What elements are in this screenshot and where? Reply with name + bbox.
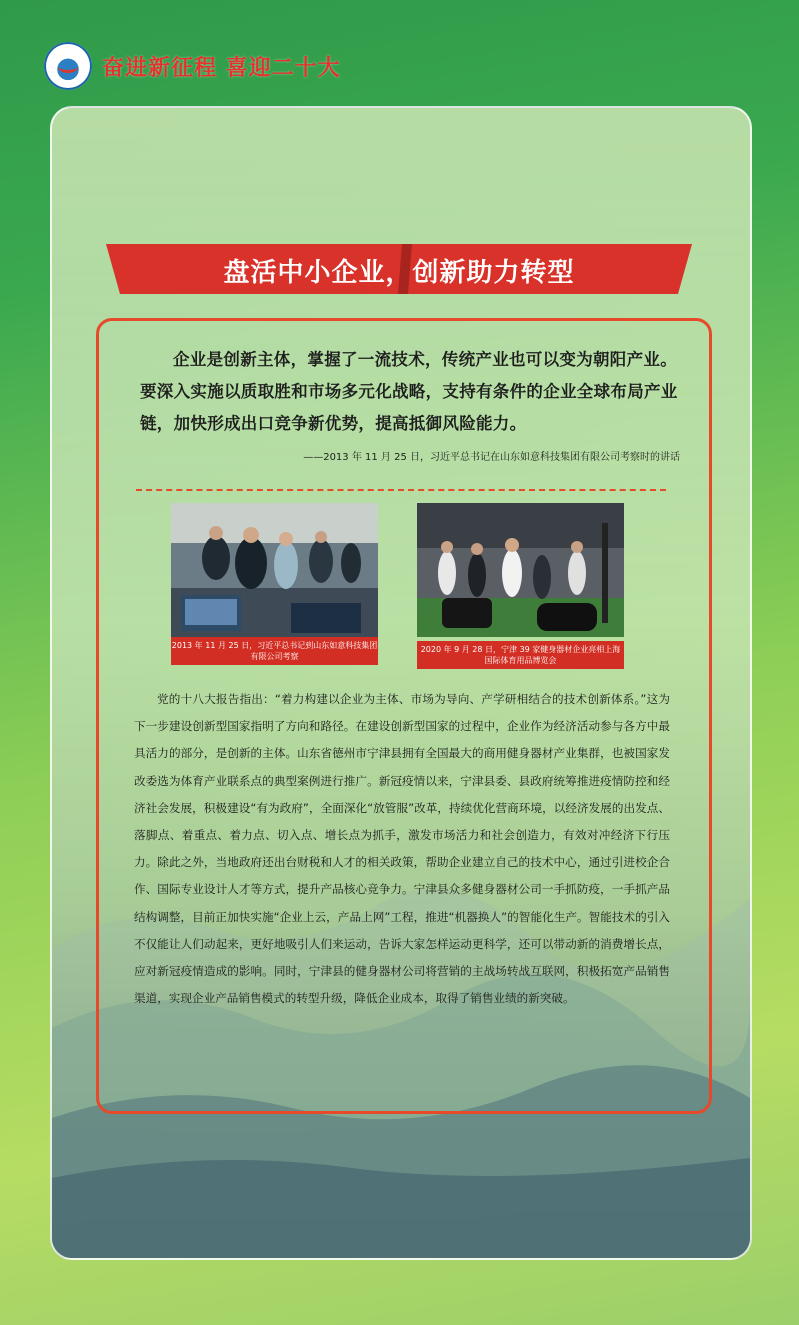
quote-text: 企业是创新主体，掌握了一流技术，传统产业也可以变为朝阳产业。要深入实施以质取胜和市场多元化战略，支持有条件的企业全球布局产业链，加快形成出口竞争新优势，提高抵御风险能力。 — [140, 350, 678, 433]
school-emblem-icon — [44, 42, 92, 90]
slogan-text: 奋进新征程 喜迎二十大 — [102, 55, 341, 81]
photo-sports-expo — [417, 503, 624, 637]
dashed-divider — [136, 489, 666, 491]
section-title-banner — [106, 244, 692, 294]
photo-caption: 2020 年 9 月 28 日，宁津 39 家健身器材企业亮相上海国际体育用品博览会 — [417, 641, 624, 669]
photo-factory-visit — [171, 503, 378, 637]
body-text: 党的十八大报告指出：“着力构建以企业为主体、市场为导向、产学研相结合的技术创新体系。”这为下一步建设创新型国家指明了方向和路径。在建设创新型国家的过程中，企业作为经济活动参与各方中最具活力的部分，是创新的主体。山东省德州市宁津县拥有全国最大的商用健身器材产业集群，也被国家发改委选为体育产业联系点的典型案例进行推广。新冠疫情以来，宁津县委、县政府统筹推进疫情防控和经济社会发展，积极建设“有为政府”，全面深化“放管服”改革，持续优化营商环境，以经济发展的出发点、落脚点、着重点、着力点、切入点、增长点为抓手，激发市场活力和社会创造力，有效对冲经济下行压力。除此之外，当地政府还出台财税和人才的相关政策，帮助企业建立自己的技术中心，通过引进校企合作、国际专业设计人才等方式，提升产品核心竞争力。宁津县众多健身器材公司一手抓防疫，一手抓产品结构调整，目前正加快实施“企业上云，产品上网”工程，推进“机器换人”的智能化生产。智能技术的引入不仅能让人们动起来，更好地吸引人们来运动，告诉大家怎样运动更科学，还可以带动新的消费增长点，应对新冠疫情造成的影响。同时，宁津县的健身器材公司将营销的主战场转战互联网，积极拓宽产品销售渠道，实现企业产品销售模式的转型升级，降低企业成本，取得了销售业绩的新突破。 — [134, 692, 670, 1006]
photo-caption: 2013 年 11 月 25 日，习近平总书记到山东如意科技集团有限公司考察 — [171, 637, 378, 665]
quote-source: ——2013 年 11 月 25 日，习近平总书记在山东如意科技集团有限公司考察时的讲话 — [303, 452, 680, 463]
section-title: 盘活中小企业，创新助力转型 — [223, 258, 575, 288]
page-header — [44, 42, 341, 90]
